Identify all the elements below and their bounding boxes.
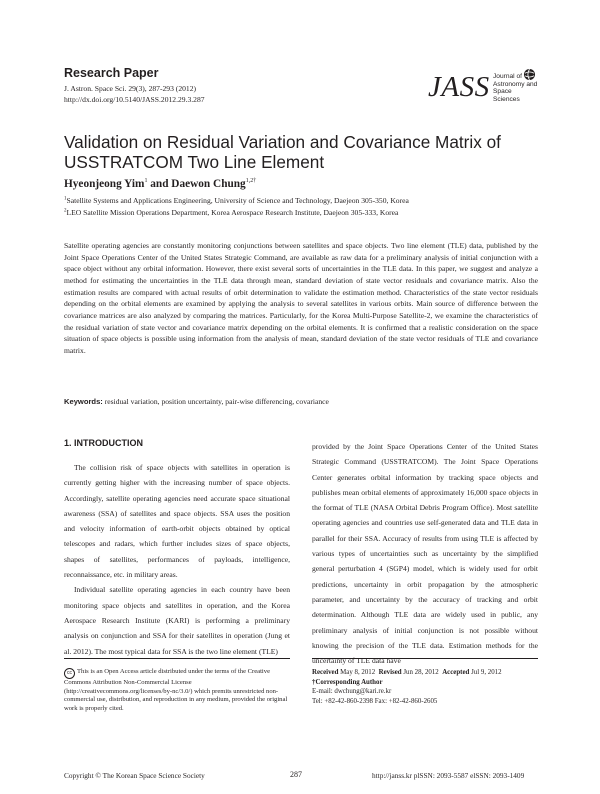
footnote-divider	[64, 658, 290, 659]
affiliation-1: $^1$Satellite Systems and Applications Engineering, University of Science and Technology, Daejeon 305-350, Korea	[64, 196, 409, 205]
author-2-affiliation: 1,2†	[245, 178, 257, 185]
body-column-right	[312, 439, 538, 668]
keywords-label: Keywords:	[64, 397, 103, 406]
author-phone: Tel: +82-42-860-2398 Fax: +82-42-860-2605	[312, 697, 438, 705]
keywords-list: residual variation, position uncertainty, pair-wise differencing, covariance	[102, 397, 329, 406]
keywords	[64, 397, 329, 406]
author-2: and Daewon Chung	[147, 178, 246, 190]
journal-citation: J. Astron. Space Sci. 29(3), 287-293 (2012)	[64, 84, 197, 93]
article-history	[312, 668, 542, 706]
history-dates: Received May 8, 2012 Revised Jun 28, 2012 Accepted Jul 9, 2012	[312, 669, 502, 676]
doi-link[interactable]: http://dx.doi.org/10.5140/JASS.2012.29.3.287	[64, 95, 205, 104]
article-type-label: Research Paper	[64, 66, 159, 80]
footer-copyright: Copyright © The Korean Space Science Society	[64, 771, 205, 780]
page-number: 287	[290, 770, 302, 779]
license-text: This is an Open Access article distributed under the terms of the Creative Commons Attribution Non-Commercial License (http://creativecommons.org/licenses/by-nc/3.0/) which premits unrestricted non-commercial use, distribution, and reproduction in any medium, provided the original work is properly cited.	[64, 668, 288, 712]
author-1: Hyeonjeong Yim	[64, 178, 145, 190]
paragraph: Individual satellite operating agencies in each country have been monitoring space objects and satellites in operation, and the Korea Aerospace Research Institute (KARI) is performing a preliminary analysis on conjunction and SSA for their satellites in operation (Jung et al. 2012). The most typical data for SSA is the two line element (TLE)	[64, 585, 290, 656]
license-note	[64, 668, 292, 713]
creative-commons-icon: cc	[64, 668, 75, 679]
author-1-affiliation: 1	[144, 178, 148, 185]
footer-issn[interactable]: http://janss.kr plSSN: 2093-5587 elSSN: 2093-1409	[372, 771, 525, 780]
journal-logo	[428, 70, 540, 104]
body-column-left	[64, 460, 290, 659]
abstract: Satellite operating agencies are constantly monitoring conjunctions between satellites and space objects. Two line element (TLE) data, published by the Joint Space Operations Center of the United States Strategic Command, are available as raw data for a preliminary analysis of initial conjunction with a space object without any orbital information. However, there exist several sorts of uncertainties in the TLE data. In this paper, we suggest and analyze a method for estimating the uncertainties in the TLE data through mean, standard deviation of state vector residuals and covariance matrix. Also the estimation results are compared with actual results of orbit determination to validate the estimation method. Characteristics of the state vector residuals depending on the orbital elements are examined by applying the analysis to several satellites in various orbits. Main source of difference between the covariance matrices are also analyzed by comparing the matrices. Particularly, for the Korea Multi-Purpose Satellite-2, we examine the characteristics of the residual variation of state vector and covariance matrix depending on the orbital elements. It is confirmed that a realistic consideration on the space situation of space objects is possible using information from the analysis of mean, standard deviation of the state vector residuals of TLE and covariance matrix.	[64, 241, 538, 355]
affiliation-2: $^2$LEO Satellite Mission Operations Department, Korea Aerospace Research Institute, Daejeon 305-333, Korea	[64, 208, 399, 217]
paper-title: Validation on Residual Variation and Covariance Matrix of USSTRATCOM Two Line Element	[64, 132, 501, 172]
paragraph: The collision risk of space objects with satellites in operation is currently getting higher with the increasing number of space objects. Accordingly, satellite operating agencies need accurate space situational awareness (SSA) of satellites and space objects. SSA uses the position and velocity information of earth-orbit objects obtained by optical telescopes and radars, which further includes sizes of space objects, shapes of satellites, performances of payloads, intelligence, reconnaissance, etc. in military areas.	[64, 463, 290, 580]
footnote-divider	[312, 658, 538, 659]
author-line	[64, 178, 256, 190]
section-heading: 1. INTRODUCTION	[64, 438, 144, 448]
logo-wordmark: JASS	[428, 71, 490, 103]
paragraph: provided by the Joint Space Operations Center of the United States Strategic Command (USSTRATCOM). The Joint Space Operations Center generates orbital information by tracking space objects and publishes mean orbital elements of approximately 16,000 space objects in the format of TLE (NASA Orbital Debris Program Office). Most satellite operating agencies and countries use self-generated data and TLE data in parallel for their SSA. Accuracy of results from using TLE is affected by various types of uncertainties such as uncertainty by the simplified general perturbation 4 (SGP4) model, which is widely used for orbit predictions, uncertainty in orbit propagation by the atmospheric parameter, and uncertainty by the accuracy of tracking and orbit determination. Although TLE data are widely used in public, any preliminary analysis of initial conjunction is not possible without knowing the precision of the TLE data. Estimation methods for the uncertainty of TLE data have	[312, 442, 538, 666]
logo-subtitle: Journal of Astronomy and Space Sciences	[493, 73, 538, 103]
author-email[interactable]: E-mail: dwchung@kari.re.kr	[312, 688, 392, 696]
corresponding-author-label: †Corresponding Author	[312, 678, 383, 686]
